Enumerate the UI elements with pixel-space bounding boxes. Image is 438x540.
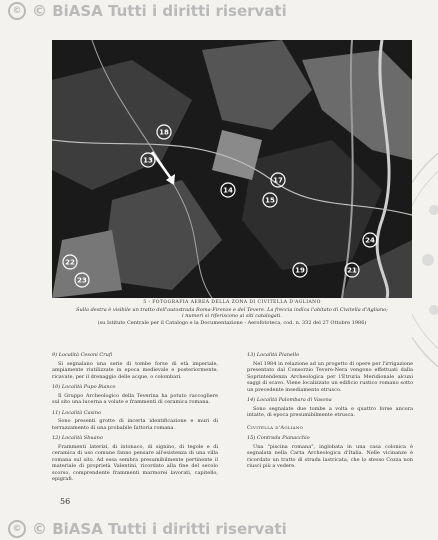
aerial-photo-graphic bbox=[52, 40, 412, 298]
site-label-22: 22 bbox=[65, 258, 75, 267]
entry-heading: 12) Località Sbuano bbox=[52, 435, 103, 441]
entry-text: Si segnalano una serie di tombe forse di età imperiale, ampiamente riutilizzate in epoca medievale e posteriormente, ricavate, per il drenaggio delle acque, o colombari. bbox=[52, 360, 218, 380]
entry-heading: 13) Località Pianello bbox=[247, 352, 300, 358]
site-label-18: 18 bbox=[159, 128, 169, 137]
watermark-text-top: © BiASA Tutti i diritti riservati bbox=[32, 2, 287, 20]
figure-caption bbox=[52, 300, 412, 326]
section-heading: Civitella d'Agliano bbox=[247, 424, 304, 431]
entry-text: Frammenti laterizi, di intonaco, di signino, di tegole e di ceramica di uso comune fanno pensare all'esistenza di una villa romana sul sito. Ad essa sembra presumibilmente pertinente il materiale di proprietà Valentini, ricordato alla fine del secolo scorso, comprendente frammenti marmorei lavorati, capitello, epigrafi. bbox=[52, 443, 218, 482]
entry-text: Il Gruppo Archeologico della Teverina ha potuto raccogliere sul sito una lucerna a volute e frammenti di ceramica romana. bbox=[52, 392, 218, 405]
page-number: 56 bbox=[60, 497, 71, 506]
site-label-17: 17 bbox=[273, 176, 283, 185]
site-label-15: 15 bbox=[265, 196, 275, 205]
aerial-photo bbox=[52, 40, 412, 298]
left-column bbox=[52, 352, 218, 485]
site-label-21: 21 bbox=[347, 266, 357, 275]
entry-heading: 15) Contrada Pianacchio bbox=[247, 435, 310, 441]
entry-heading: 10) Località Pupo Bianco bbox=[52, 384, 116, 390]
site-label-23: 23 bbox=[77, 276, 87, 285]
site-label-13: 13 bbox=[143, 156, 153, 165]
caption-description: Sulla destra è visibile un tratto dell'autostrada Roma-Firenze e del Tevere. La freccia indica l'abitato di Civitella d'Agliano; bbox=[76, 306, 388, 313]
watermark-text-bottom: © BiASA Tutti i diritti riservati bbox=[32, 520, 287, 538]
copyright-icon: © bbox=[8, 520, 26, 538]
entry-heading: 14) Località Palombara di Vasona bbox=[247, 397, 332, 403]
copyright-icon: © bbox=[8, 2, 26, 20]
right-column bbox=[247, 352, 413, 472]
site-label-19: 19 bbox=[295, 266, 305, 275]
entry-text: Nel 1984 in relazione ad un progetto di opere per l'irrigazione presentato dal Consorzio Tevere-Nera vengono effettuati dalla Soprintendenza Archeologica per l'Etruria Meridionale alcuni saggi di scavo. Viene localizzato un edificio rustico romano sotto un precedente insediamento etrusco. bbox=[247, 360, 413, 393]
entry-text: Una "piscina romana", inglobata in una casa colonica è segnalata nella Carta Archeologica d'Italia. Nelle vicinanze è ricordato un tratto di strada lastricata, che lo stesso Cozza non riuscì più a vedere. bbox=[247, 443, 413, 469]
caption-title: 5 - FOTOGRAFIA AEREA DELLA ZONA DI CIVITELLA D'AGLIANO bbox=[143, 300, 321, 305]
entry-text: Sono segnalate due tombe a volta e quattro forse ancora intatte, di epoca presumibilmente etrusca. bbox=[247, 405, 413, 418]
site-label-24: 24 bbox=[365, 236, 375, 245]
watermark-top bbox=[0, 0, 438, 22]
watermark-bottom bbox=[0, 518, 438, 540]
entry-heading: 11) Località Casino bbox=[52, 409, 101, 416]
caption-source: (su Istituto Centrale per il Catalogo e la Documentazione - Aerofototeca, cod. n. 332 del 27 Ottobre 1986) bbox=[97, 319, 367, 326]
library-stamp-graphic bbox=[412, 150, 438, 370]
entry-text: Sono presenti grotte di incerta identificazione e muri di terrazzamento di una probabile fattoria romana. bbox=[52, 418, 218, 431]
site-label-14: 14 bbox=[223, 186, 233, 195]
caption-note: i numeri si riferiscono ai siti catalogati. bbox=[182, 313, 282, 320]
entry-heading: 9) Località Cesoni Crufi bbox=[52, 352, 113, 358]
